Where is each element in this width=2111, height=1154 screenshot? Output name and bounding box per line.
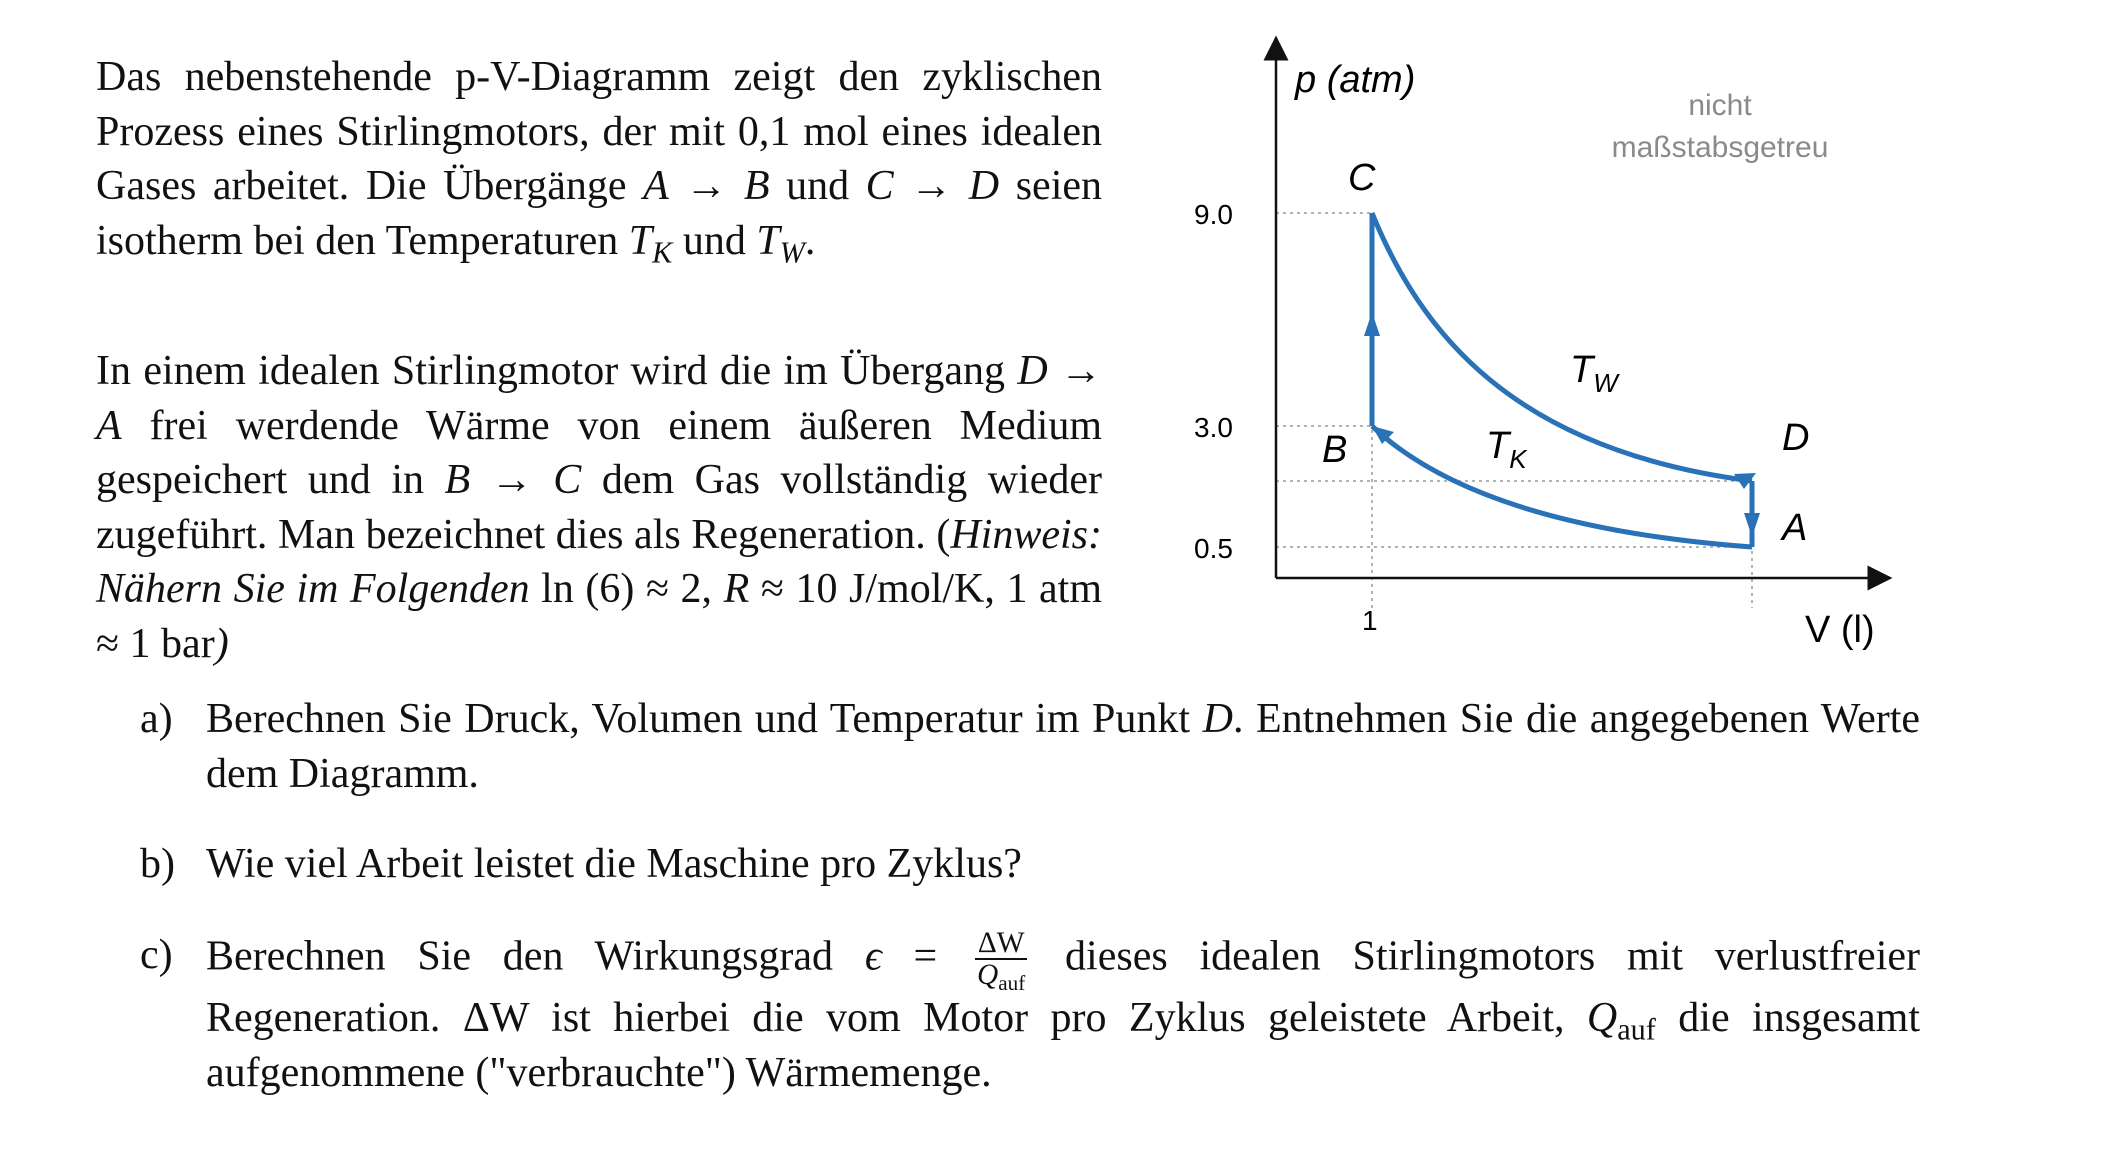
- isotherm-cold-label: $T_K$: [1486, 425, 1527, 474]
- pv-diagram: [1150, 30, 1910, 670]
- question-c-text: Berechnen Sie den Wirkungsgrad ϵ = $\frac{\Delta W}{Q_{auf}}$ dieses idealen Stirlingmotors mit verlustfreier Regeneration. ΔW ist hierbei die vom Motor pro Zyklus geleistete Arbeit, $Q_{auf}$ die insgesamt aufgenommene ("verbrauchte") Wärmemenge.: [206, 926, 1921, 1096]
- point-d-label: D: [1782, 417, 1810, 459]
- intro-paragraph: Das nebenstehende p-V-Diagramm zeigt den zyklischen Prozess eines Stirlingmotors, der mit 0,1 mol eines idealen Gases arbeitet. Die Übergänge A → B und C → D seien isotherm bei den Temperaturen $T_K$ und $T_W$.: [96, 54, 1102, 269]
- scale-note-line2: maßstabsgetreu: [1611, 131, 1829, 164]
- p-axis-label: p (atm): [1295, 59, 1416, 101]
- question-list: [140, 692, 1920, 1136]
- arrow-up-bc: [1364, 312, 1380, 336]
- tick-3: 3.0: [1194, 412, 1233, 443]
- regeneration-paragraph: In einem idealen Stirlingmotor wird die im Übergang D → A frei werdende Wärme von einem äußeren Medium gespeichert und in B → C dem Gas vollständig wieder zugeführt. Man bezeichnet dies als Regeneration. (Hinweis: Nähern Sie im Folgenden ln (6) ≈ 2, R ≈ 10 J/mol/K, 1 atm ≈ 1 bar): [96, 348, 1103, 667]
- v-axis-label: V (l): [1805, 609, 1875, 651]
- question-b-label: b): [140, 841, 175, 887]
- isotherm-warm-label: $T_W$: [1570, 349, 1618, 398]
- question-a-label: a): [140, 696, 173, 742]
- arrow-down-da: [1744, 513, 1760, 537]
- question-c-label: c): [140, 931, 173, 978]
- question-c: [140, 928, 1920, 1101]
- tick-9: 9.0: [1194, 199, 1233, 230]
- isotherm-warm: [1372, 213, 1752, 481]
- efficiency-fraction: $\frac{\Delta W}{Q_{auf}}$: [977, 926, 1026, 996]
- cycle: [1372, 213, 1752, 547]
- question-b: [140, 837, 1920, 892]
- isotherm-cold: [1372, 426, 1752, 547]
- scale-note-line1: nicht: [1688, 89, 1752, 122]
- question-a: [140, 692, 1920, 801]
- point-c-label: C: [1348, 157, 1376, 199]
- question-a-text: Berechnen Sie Druck, Volumen und Temperatur im Punkt D. Entnehmen Sie die angegebenen Werte dem Diagramm.: [206, 696, 1921, 797]
- question-b-text: Wie viel Arbeit leistet die Maschine pro Zyklus?: [206, 841, 1022, 887]
- guide-lines: [1276, 213, 1752, 608]
- point-b-label: B: [1322, 429, 1348, 471]
- tick-05: 0.5: [1194, 533, 1233, 564]
- tick-v1: 1: [1362, 605, 1378, 636]
- point-a-label: A: [1782, 507, 1808, 549]
